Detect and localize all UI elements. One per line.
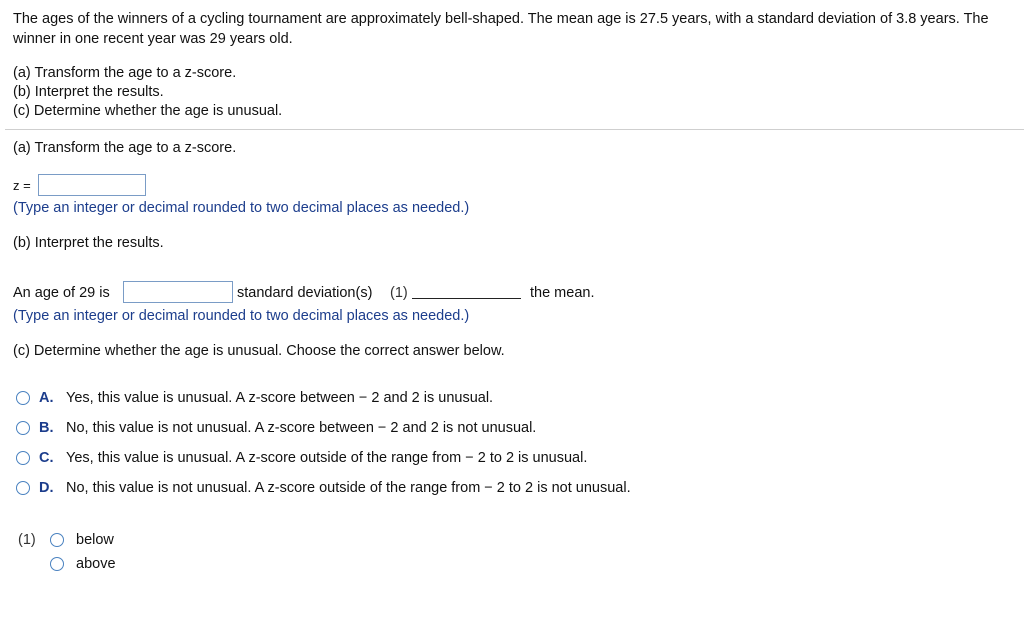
part-a-heading: (a) Transform the age to a z-score.	[13, 140, 237, 156]
option-d-letter: D.	[39, 480, 54, 496]
option-a-text: Yes, this value is unusual. A z-score between − 2 and 2 is unusual.	[66, 390, 494, 406]
option-b-text: No, this value is not unusual. A z-score between − 2 and 2 is not unusual.	[66, 420, 537, 436]
part-b-middle: standard deviation(s)	[237, 285, 373, 301]
dropdown-1-marker: (1)	[390, 285, 408, 301]
choice-below-label: below	[76, 532, 114, 548]
choices-1-marker: (1)	[18, 532, 36, 548]
option-c-text: Yes, this value is unusual. A z-score outside of the range from − 2 to 2 is unusual.	[66, 450, 588, 466]
section-divider	[5, 129, 1024, 130]
option-a-radio[interactable]	[16, 391, 30, 405]
part-a-hint: (Type an integer or decimal rounded to two decimal places as needed.)	[13, 200, 470, 216]
part-b-prefix: An age of 29 is	[13, 285, 110, 301]
option-d-radio[interactable]	[16, 481, 30, 495]
option-d-text: No, this value is not unusual. A z-score outside of the range from − 2 to 2 is not unusual.	[66, 480, 631, 496]
option-b-radio[interactable]	[16, 421, 30, 435]
z-label: z =	[13, 178, 31, 193]
std-deviations-input[interactable]	[123, 281, 233, 303]
task-a-text: (a) Transform the age to a z-score.	[13, 65, 237, 81]
part-c-heading: (c) Determine whether the age is unusual. Choose the correct answer below.	[13, 343, 505, 359]
option-c-letter: C.	[39, 450, 54, 466]
option-c-radio[interactable]	[16, 451, 30, 465]
part-b-hint: (Type an integer or decimal rounded to two decimal places as needed.)	[13, 308, 470, 324]
option-a-letter: A.	[39, 390, 54, 406]
option-b-letter: B.	[39, 420, 54, 436]
z-score-input[interactable]	[38, 174, 146, 196]
part-b-heading: (b) Interpret the results.	[13, 235, 164, 251]
choice-above-label: above	[76, 556, 116, 572]
dropdown-1-blank[interactable]	[412, 298, 521, 299]
part-b-suffix: the mean.	[530, 285, 595, 301]
choice-above-radio[interactable]	[50, 557, 64, 571]
choice-below-radio[interactable]	[50, 533, 64, 547]
task-c-text: (c) Determine whether the age is unusual.	[13, 103, 283, 119]
problem-intro: The ages of the winners of a cycling tournament are approximately bell-shaped. The mean age is 27.5 years, with a standard deviation of 3.8 years. The winner in one recent year was 29 years old.	[13, 11, 989, 47]
task-b-text: (b) Interpret the results.	[13, 84, 164, 100]
